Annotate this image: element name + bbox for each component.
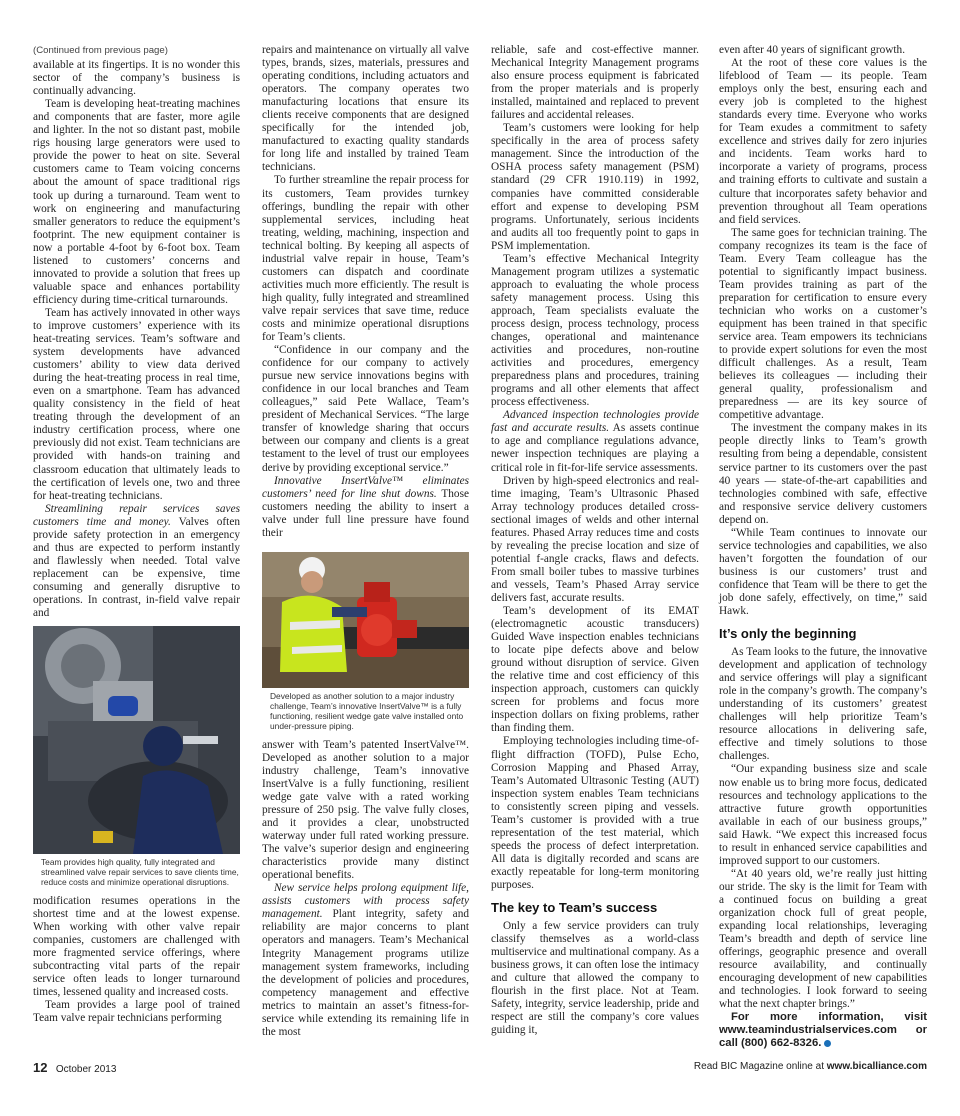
paragraph: The investment the company makes in its people directly links to Team’s growth resulting from being a dependable, consistent service partner to its customers over the past 40 years — state-of-the-art capabilities and technologies combined with safe, effective and responsive service delivery customers depend on. xyxy=(719,422,927,526)
column-3 xyxy=(491,44,699,1037)
paragraph: modification resumes operations in the shortest time and at the lowest expense. When working with other valve repair companies, customers are challenged with more fragmented service offerings, where subcontracting vital parts of the repair service often leads to longer turnaround times, lessened quality and increased costs. xyxy=(33,895,240,999)
paragraph: Driven by high-speed electronics and real-time imaging, Team’s Ultrasonic Phased Array technology produces detailed cross-sectional images of welds and other internal features. Phased Array reduces time and costs by revealing the precise location and size of potential f-angle cracks, flaws and defects. From small boiler tubes to massive turbines and vessels, Team’s Phased Array service delivers fast, accurate results. xyxy=(491,474,699,604)
paragraph: The same goes for technician training. The company recognizes its team is the face of Team. Every Team colleague has the potential to significantly impact business. Team provides training as part of the preparation for certification to ensure every technician who works on a customer’s equipment has been trained in that specific service area. Team empowers its technicians to provide expert solutions for even the most difficult challenges. As a result, Team believes its colleagues — including their general quality, professionalism and preparedness — are its key source of competitive advantage. xyxy=(719,226,927,422)
paragraph: Team is developing heat-treating machines and components that are faster, more agile and lighter. In the not so distant past, mobile rigs housing large generators were used to provide the power to heat on site. Several customers came to Team voicing concerns about the amount of space traditional rigs took up during a turnaround. Team went to work on engineering and manufacturing smaller generators to reduce the equipment’s footprint. The new equipment container is now a portable 4-foot by 6-foot box. Team listened to customers’ concerns and innovated to provide a solution that frees up valuable space and enhances portability efficiency during time-critical turnarounds. xyxy=(33,98,240,306)
paragraph: Team has actively innovated in other ways to improve customers’ experience with its heat-treating services. Team’s software and system developments have advanced customers’ ability to view data derived during the heat-treating process in real time, even on a smartphone. Team has advanced quality consistency in the field of heat treating through the development of an industry certification process, where one previously did not exist. Team technicians are provided with hands-on training and classroom education that ultimately leads to the certification of levels one, two and three for heat-treating technicians. xyxy=(33,306,240,502)
continued-label: (Continued from previous page) xyxy=(33,45,168,56)
lead-in: Streamlining repair services saves customers time and money. xyxy=(33,502,240,528)
column-1 xyxy=(33,44,240,1026)
photo-caption: Developed as another solution to a major industry challenge, Team’s innovative InsertValve™ is a fully functioning, resilient wedge gate valve installed onto under-pressure piping. xyxy=(270,690,464,731)
page-number: 12 xyxy=(33,1060,48,1075)
paragraph: “Our expanding business size and scale now enable us to bring more focus, dedicated resources and technology applications to the attractive future growth opportunities available in each of our business groups,” said Hawk. “We expect this increased focus to result in enhanced service capabilities and improved support to our customers. xyxy=(719,763,927,867)
paragraph: “Confidence in our company and the confidence for our company to actively pursue new service innovations begins with confidence in our local branches and Team colleagues,” said Pete Wallace, Team’s president of Mechanical Services. “The large transfer of knowledge sharing that occurs between our company and clients is a great testament to the level of trust our employees derive by providing exceptional service.” xyxy=(262,344,469,474)
paragraph: At the root of these core values is the lifeblood of Team — its people. Team employs only the best, ensuring each and every job is completed to the highest standards every time. Everyone who works for Team exudes a commitment to safety excellence and strives daily for zero injuries and incidents. Team works hard to incorporate a variety of programs, process and training efforts to cultivate and sustain a culture that incorporates safety behavior and prevention throughout all Team operations and field services. xyxy=(719,57,927,226)
lead-in: Advanced inspection technologies provide fast and accurate results. xyxy=(491,409,699,435)
paragraph: New service helps prolong equipment life, assists customers with process safety management. Plant integrity, safety and reliability are major concerns to plant operators and managers. Team’s Mechanical Integrity Management programs utilize management system frameworks, including the development of policies and procedures, competency management and effective metrics to maintain an asset’s fitness-for-service while extending its remaining life in the most xyxy=(262,882,469,1038)
read-online-text: Read BIC Magazine online at xyxy=(693,1061,827,1072)
paragraph: even after 40 years of significant growth. xyxy=(719,44,906,56)
paragraph: Team provides a large pool of trained Team valve repair technicians performing xyxy=(33,999,240,1025)
insertvalve-illustration xyxy=(262,552,469,688)
lead-in: New service helps prolong equipment life, assists customers with process safety management. xyxy=(262,882,469,921)
paragraph: “While Team continues to innovate our service technologies and capabilities, we also haven’t forgotten the foundation of our business is our customers’ trust and confidence that Team will be there to get the job done safely, effectively, on time,” said Hawk. xyxy=(719,526,927,618)
paragraph: repairs and maintenance on virtually all valve types, brands, sizes, materials, pressures and operating conditions, including actuators and operators. The company operates two manufacturing locations that ensure its clients receive components that are designed specifically for the intended job, manufactured to exacting quality standards for long life and installed by trained Team technicians. xyxy=(262,44,469,174)
paragraph: “At 40 years old, we’re really just hitting our stride. The sky is the limit for Team with a continued focus on building a great organization chock full of great people, expanding local relationships, leveraging Team’s breadth and depth of service line offerings, geographic presence and overall resource availability, and continually encouraging development of new capabilities and technologies. I look forward to seeing what the next chapter brings.” xyxy=(719,867,927,1011)
footer-right xyxy=(694,1061,927,1072)
paragraph: Team’s customers were looking for help specifically in the area of process safety management. Since the introduction of the OSHA process safety management (PSM) standard (29 CFR 1910.119) in 1992, companies have committed considerable effort and expense to developing PSM programs. Unfortunately, serious incidents and audits all too frequently point to gaps in PSM implementation. xyxy=(491,122,699,252)
valve-repair-photo xyxy=(33,626,240,854)
section-heading: It’s only the beginning xyxy=(719,626,857,642)
insertvalve-photo xyxy=(262,552,469,688)
paragraph: Innovative InsertValve™ eliminates customers’ need for line shut downs. Those customers needing the ability to insert a valve under full line pressure have found their xyxy=(262,474,469,539)
paragraph: To further streamline the repair process for its customers, Team provides turnkey offerings, bundling the repair with other supplemental services, including heat treating, welding, machining, inspection and technical bolting. By keeping all aspects of industrial valve repair in house, Team’s customers can dispatch and coordinate activities much more efficiently. The result is high quality, fully integrated and streamlined valve repair services that save time, reduce costs and minimize operational disruptions for Team’s clients. xyxy=(262,174,469,344)
paragraph: Team’s effective Mechanical Integrity Management program utilizes a systematic approach to evaluating the whole process safety management process. Using this approach, Team specialists evaluate the process design, process technology, process changes, operational and maintenance activities and procedures, non-routine activities and procedures, emergency preparedness plans and procedures, training programs and all other elements that affect process effectiveness. xyxy=(491,252,699,409)
paragraph: As Team looks to the future, the innovative development and application of technology and service offerings will play a significant role in the company’s growth. The company’s understanding of its customers’ greatest challenges will help prioritize Team’s resource allocations in delivering safe, effective and timely solutions to those challenges. xyxy=(719,646,927,763)
paragraph: available at its fingertips. It is no wonder this sector of the company’s business is continually advancing. xyxy=(33,59,240,98)
lead-in: Innovative InsertValve™ eliminates customers’ need for line shut downs. xyxy=(262,474,469,500)
website-link[interactable]: www.bicalliance.com xyxy=(826,1061,927,1072)
footer-left xyxy=(33,1060,116,1075)
paragraph: Advanced inspection technologies provide fast and accurate results. As assets continue to age and compliance regulations advance, newer inspection techniques are playing a critical role in fit-for-life service assessments. xyxy=(491,409,699,474)
column-2 xyxy=(262,44,469,1039)
end-mark-icon xyxy=(824,1040,831,1047)
paragraph: reliable, safe and cost-effective manner. Mechanical Integrity Management programs also ensure process equipment is fabricated from the proper materials and is properly installed, maintained and replaced to prevent failures and accidental releases. xyxy=(491,44,699,122)
call-to-action: For more information, visit www.teamindustrialservices.com or call (800) 662-8326. xyxy=(719,1011,927,1050)
issue-date: October 2013 xyxy=(55,1064,117,1075)
column-4 xyxy=(719,44,927,1051)
paragraph: Team’s development of its EMAT (electromagnetic acoustic transducers) Guided Wave inspection enables technicians to locate pipe defects above and below ground without disruption of service. Given the relative time and cost efficiency of this inspection approach, customers can quickly screen for problems and focus more inspection dollars on fixing problems, rather than finding them. xyxy=(491,605,699,735)
paragraph: Only a few service providers can truly classify themselves as a world-class multiservice and multinational company. As a business grows, it can often lose the intimacy and culture that allowed the company to flourish in the first place. Not at Team. Safety, integrity, service leadership, pride and respect are still the company’s core values guiding it, xyxy=(491,920,699,1037)
section-heading: The key to Team’s success xyxy=(491,900,658,916)
paragraph: Employing technologies including time-of-flight diffraction (TOFD), Pulse Echo, Corrosion Mapping and Phased Array, Team’s Automated Ultrasonic Testing (AUT) inspection system enables Team technicians to consistently screen piping and vessels. Team’s customer is provided with a true representation of the test material, which speeds the process of defect interpretation. All data is digitally recorded and scans are exactly repeatable for long-term monitoring purposes. xyxy=(491,735,699,891)
valve-repair-illustration xyxy=(33,626,240,854)
page-footer xyxy=(33,1060,927,1076)
paragraph: answer with Team’s patented InsertValve™. Developed as another solution to a major industry challenge, Team’s innovative InsertValve is a fully functioning, resilient wedge gate valve with a rated working pressure of 250 psig. The valve fully closes, and it provides a clear, unobstructed waterway under full rated working pressure. The valve’s superior design and engineering characteristics provide many distinct operational benefits. xyxy=(262,738,469,882)
photo-caption: Team provides high quality, fully integrated and streamlined valve repair services to save clients time, reduce costs and minimize operational disruptions. xyxy=(41,857,239,888)
paragraph: Streamlining repair services saves customers time and money. Valves often provide safety protection in an emergency and thus are expected to perform instantly and flawlessly when needed. Total valve replacement can be expensive, time consuming and generally disruptive to operations. In contrast, in-field valve repair and xyxy=(33,502,240,620)
